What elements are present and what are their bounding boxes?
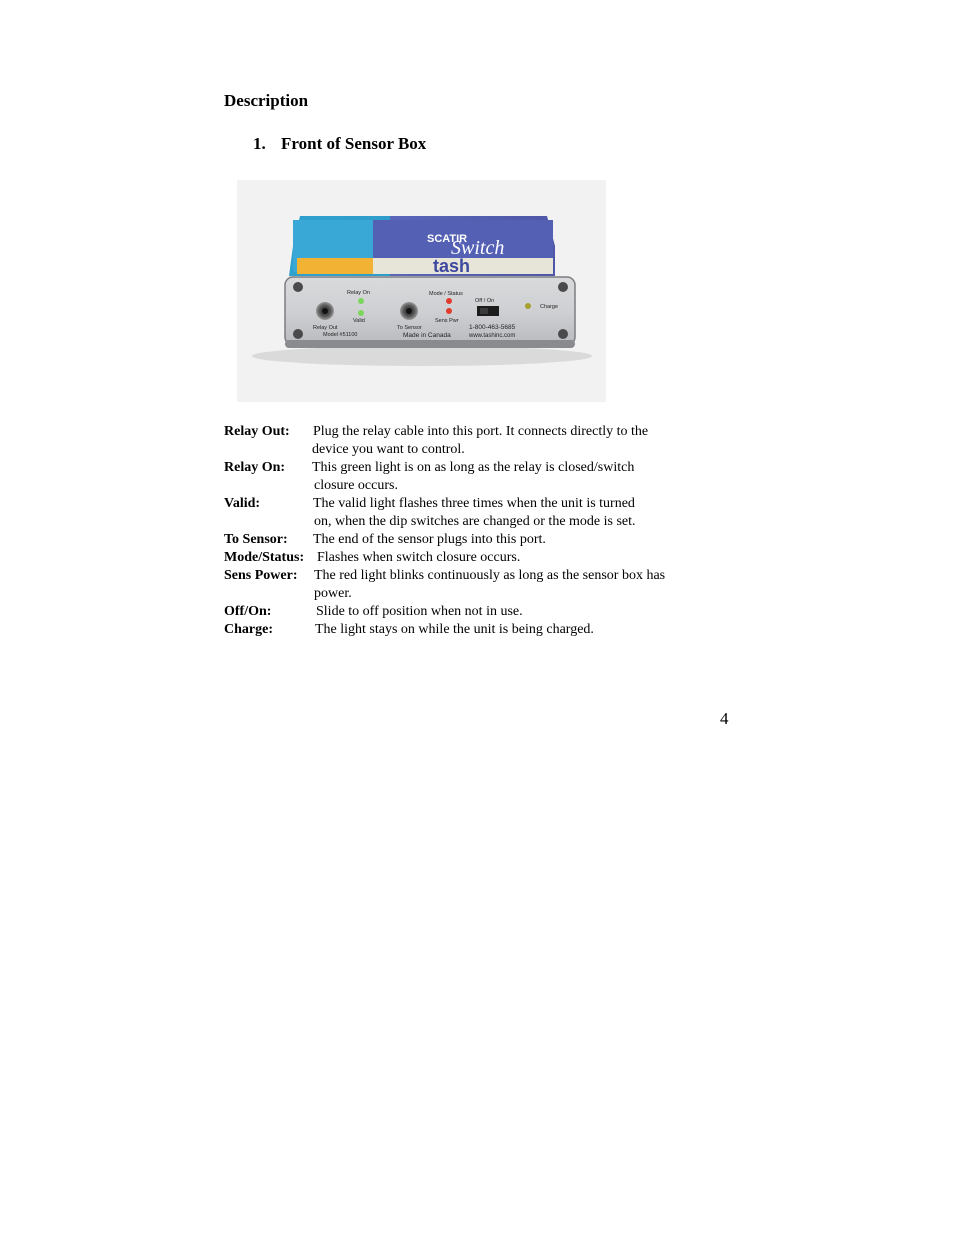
mode-status-led <box>446 298 452 304</box>
label-phone: 1-800-463-5685 <box>469 324 516 331</box>
definition-text: The red light blinks continuously as long as the sensor box has <box>314 568 666 583</box>
label-mode-status: Mode / Status <box>429 291 463 297</box>
sensor-box-illustration <box>237 180 606 402</box>
definition-term: To Sensor: <box>224 532 288 547</box>
definition-text: closure occurs. <box>314 478 398 493</box>
charge-led <box>525 303 531 309</box>
brand-line1: SCATIR <box>427 233 468 245</box>
label-website: www.tashinc.com <box>469 333 516 339</box>
definition-term: Sens Power: <box>224 568 298 583</box>
label-relay-out: Relay Out <box>313 325 338 331</box>
label-relay-on: Relay On <box>347 290 370 296</box>
definition-text: Slide to off position when not in use. <box>316 604 523 619</box>
sensor-box-photo <box>237 180 606 402</box>
definition-text: The end of the sensor plugs into this port. <box>313 532 546 547</box>
definition-text: device you want to control. <box>312 442 465 457</box>
definition-text: Plug the relay cable into this port. It connects directly to the <box>313 424 649 439</box>
label-sens-pwr: Sens Pwr <box>435 318 459 324</box>
label-valid: Valid <box>353 318 365 324</box>
label-to-sensor: To Sensor <box>397 325 422 331</box>
definition-term: Valid: <box>224 496 261 511</box>
definition-text: This green light is on as long as the relay is closed/switch <box>312 460 635 475</box>
section-heading: Description <box>224 91 309 110</box>
tash-logo: tash <box>433 256 471 276</box>
label-made-in: Made in Canada <box>403 332 451 339</box>
definition-term: Charge: <box>224 622 273 637</box>
page-number: 4 <box>720 709 729 728</box>
definition-term: Relay On: <box>224 460 286 475</box>
definition-text: on, when the dip switches are changed or the mode is set. <box>314 514 636 529</box>
definition-text: Flashes when switch closure occurs. <box>317 550 521 565</box>
definition-text: power. <box>314 586 352 601</box>
definition-text: The light stays on while the unit is being charged. <box>315 622 594 637</box>
definition-list <box>224 423 724 639</box>
definition-row <box>224 459 724 495</box>
brand-line2: Switch <box>451 237 505 259</box>
definition-row <box>224 423 724 459</box>
relay-on-led <box>358 298 364 304</box>
definition-row <box>224 603 724 621</box>
definition-text: The valid light flashes three times when the unit is turned <box>313 496 635 511</box>
definition-row <box>224 495 724 531</box>
subsection-heading <box>253 133 426 155</box>
definition-term: Mode/Status: <box>224 550 305 565</box>
valid-led <box>358 310 364 316</box>
label-off-on: Off / On <box>475 298 495 304</box>
definition-row <box>224 531 724 549</box>
definition-row <box>224 549 724 567</box>
sens-pwr-led <box>446 308 452 314</box>
label-charge: Charge <box>540 304 559 310</box>
definition-row <box>224 567 724 603</box>
definition-term: Relay Out: <box>224 424 290 439</box>
definition-row <box>224 621 724 639</box>
subsection-title: Front of Sensor Box <box>281 134 427 153</box>
definition-term: Off/On: <box>224 604 272 619</box>
label-model: Model #51100 <box>323 332 358 338</box>
subsection-number: 1. <box>253 134 266 153</box>
